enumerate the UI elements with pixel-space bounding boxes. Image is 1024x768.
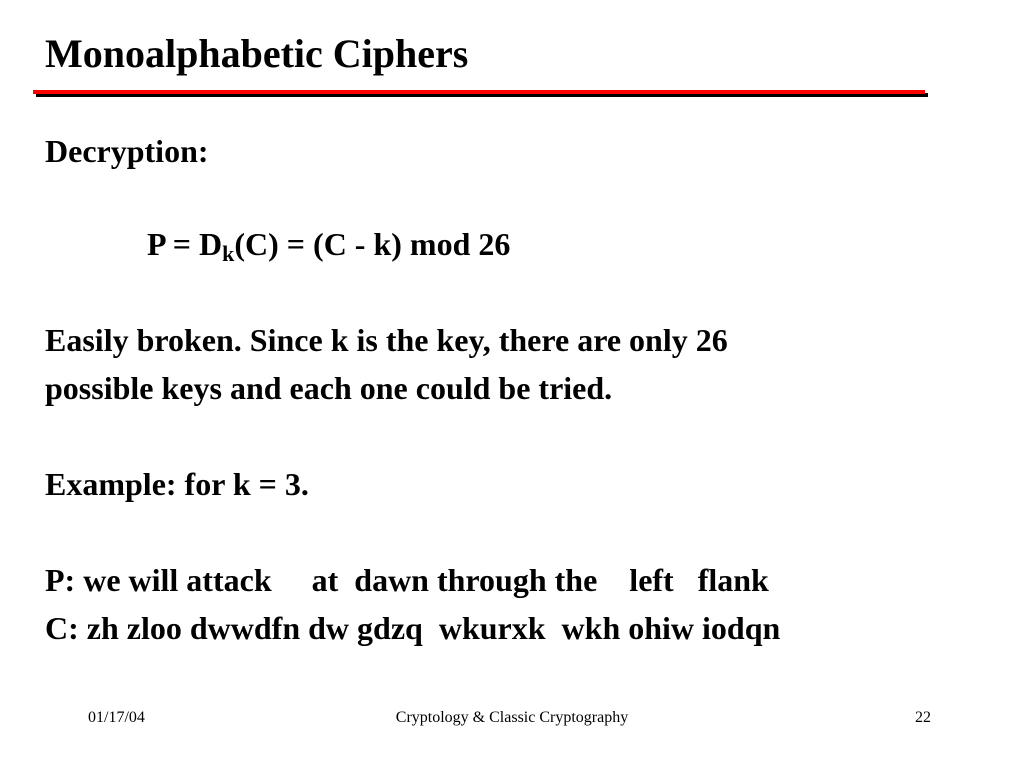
- footer-date: 01/17/04: [88, 709, 145, 726]
- example-line: Example: for k = 3.: [45, 466, 309, 502]
- slide-title: Monoalphabetic Ciphers: [45, 31, 469, 76]
- formula-rhs: (C) = (C - k) mod 26: [234, 226, 511, 262]
- paragraph-line-1: Easily broken. Since k is the key, there are only 26: [45, 322, 728, 358]
- formula-subscript: k: [222, 241, 235, 266]
- footer-title: Cryptology & Classic Cryptography: [395, 709, 629, 726]
- plaintext-line: P: we will attack at dawn through the left flank: [45, 562, 769, 598]
- title-underline-bar: [33, 90, 925, 94]
- paragraph-line-2: possible keys and each one could be tried.: [45, 370, 613, 406]
- title-underline-graphic: [33, 90, 928, 97]
- ciphertext-line: C: zh zloo dwwdfn dw gdzq wkurxk wkh ohiw iodqn: [45, 610, 781, 646]
- footer-page-number: 22: [915, 709, 931, 726]
- decryption-formula: [147, 226, 511, 266]
- title-underline: [33, 90, 928, 97]
- decryption-heading: Decryption:: [45, 133, 209, 169]
- formula-lhs: P = D: [147, 226, 223, 262]
